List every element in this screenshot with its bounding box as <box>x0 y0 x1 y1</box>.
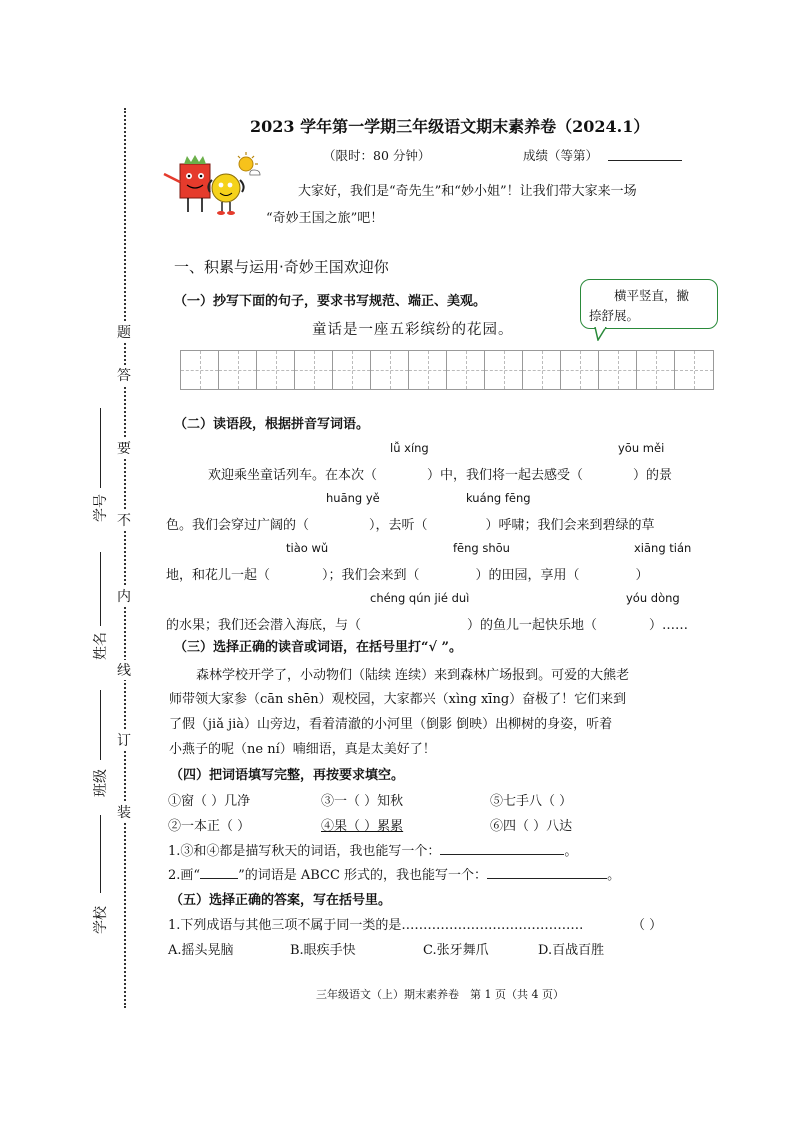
grid-cell[interactable] <box>447 351 485 389</box>
idiom-item: ⑥四（ ）八达 <box>490 819 573 834</box>
text: 2.画“ <box>168 868 201 883</box>
grid-cell[interactable] <box>599 351 637 389</box>
seal-word: 题 <box>116 322 132 342</box>
pinyin: fēng shōu <box>453 541 510 555</box>
leader-dots: …………………………………… <box>401 918 584 933</box>
seal-word: 答 <box>116 365 132 385</box>
q2-line-3 <box>166 564 649 583</box>
binding-dotted-line <box>124 108 126 1008</box>
text: ”的词语是 ABCC 形式的，我也能写一个： <box>238 868 488 883</box>
score-field[interactable] <box>608 146 682 161</box>
grid-cell[interactable] <box>409 351 447 389</box>
text: 的水果；我们还会潜入海底，与（ <box>166 618 362 633</box>
idiom-item-underlined: ④果（ ）累累 <box>321 819 404 834</box>
idiom-item: ①窗（ ）几净 <box>168 794 251 809</box>
text: 欢迎乘坐童话列车。在本次（ <box>208 468 378 483</box>
q5-title: （五）选择正确的答案，写在括号里。 <box>170 893 392 908</box>
grid-cell[interactable] <box>675 351 713 389</box>
text: ）中，我们将一起去感受（ <box>427 468 584 483</box>
underline-sample <box>200 865 238 879</box>
q3-line-3: 了假（jiǎ jià）山旁边，看着清澈的小河里（倒影 倒映）出柳树的身姿，听着 <box>169 717 613 732</box>
school-line[interactable] <box>100 815 101 893</box>
option-d: D.百战百胜 <box>538 943 605 958</box>
writing-grid[interactable] <box>180 350 714 390</box>
grid-cell[interactable] <box>485 351 523 389</box>
q3-line-1: 森林学校开学了，小动物们（陆续 连续）来到森林广场报到。可爱的大熊老 <box>196 668 630 683</box>
intro-line-2: “奇妙王国之旅”吧！ <box>266 211 384 226</box>
text: ）的景 <box>633 468 673 483</box>
q1-title: （一）抄写下面的句子，要求书写规范、端正、美观。 <box>174 294 487 309</box>
name-line[interactable] <box>100 552 101 626</box>
idiom-item: ②一本正（ ） <box>168 819 251 834</box>
text: 1.下列成语与其他三项不属于同一类的是 <box>168 918 402 933</box>
option-b: B.眼疾手快 <box>290 943 356 958</box>
answer-paren[interactable]: （ ） <box>632 918 663 933</box>
tip-line: 捺舒展。 <box>589 308 640 323</box>
exam-title: 2023 学年第一学期三年级语文期末素养卷（2024.1） <box>250 117 650 136</box>
grid-cell[interactable] <box>523 351 561 389</box>
page-footer: 三年级语文（上）期末素养卷 第 1 页（共 4 页） <box>316 988 564 1001</box>
tip-line: 横平竖直，撇 <box>614 288 690 303</box>
pinyin: huāng yě <box>326 491 380 505</box>
grid-cell[interactable] <box>561 351 599 389</box>
text: ）呼啸；我们会来到碧绿的草 <box>485 518 655 533</box>
pinyin: chéng qún jié duì <box>370 591 470 605</box>
name-label: 姓名 <box>93 632 109 660</box>
intro-line-1: 大家好，我们是“奇先生”和“妙小姐”！让我们带大家来一场 <box>298 184 637 199</box>
seal-word: 线 <box>116 660 132 680</box>
text: 地，和花儿一起（ <box>166 568 271 583</box>
seal-word: 装 <box>116 802 132 822</box>
q5-question-1 <box>168 914 583 933</box>
bubble-tail <box>594 327 608 341</box>
time-limit: （限时：80 分钟） <box>323 148 431 163</box>
idiom-item: ③一（ ）知秋 <box>321 794 404 809</box>
school-label: 学校 <box>93 906 109 934</box>
grid-cell[interactable] <box>637 351 675 389</box>
score-label: 成绩（等第） <box>523 148 599 163</box>
q4-sub-1 <box>168 840 577 859</box>
q2-title: （二）读语段，根据拼音写词语。 <box>174 417 370 432</box>
text: 1.③和④都是描写秋天的词语，我也能写一个： <box>168 844 441 859</box>
little-miss-sunshine-icon <box>208 174 243 215</box>
text: 。 <box>564 844 578 859</box>
pinyin: lǚ xíng <box>390 441 429 455</box>
text: ）；我们会来到（ <box>322 568 420 583</box>
seal-word: 不 <box>116 510 132 530</box>
seal-word: 订 <box>116 730 132 750</box>
seal-word: 要 <box>116 438 132 458</box>
grid-cell[interactable] <box>257 351 295 389</box>
q3-line-4: 小燕子的呢（ne ní）喃细语，真是太美好了！ <box>169 742 436 757</box>
pinyin: kuáng fēng <box>466 491 531 505</box>
pinyin: yóu dòng <box>626 591 680 605</box>
text: ）的田园，享用（ <box>475 568 580 583</box>
q3-title: （三）选择正确的读音或词语，在括号里打“√ ”。 <box>174 640 463 655</box>
number-line[interactable] <box>100 408 101 488</box>
option-a: A.摇头晃脑 <box>168 943 234 958</box>
text: ）…… <box>649 618 689 633</box>
sun-icon <box>238 152 260 175</box>
q4-title: （四）把词语填写完整，再按要求填空。 <box>170 768 405 783</box>
q4-sub-2 <box>168 864 620 883</box>
text: ），去听（ <box>369 518 428 533</box>
answer-line[interactable] <box>487 865 607 879</box>
class-label: 班级 <box>93 769 109 797</box>
idiom-item: ⑤七手八（ ） <box>490 794 573 809</box>
text: ） <box>635 568 649 583</box>
grid-cell[interactable] <box>181 351 219 389</box>
q2-line-2 <box>166 514 655 533</box>
mascot-illustration <box>158 150 270 224</box>
seal-word: 内 <box>116 586 132 606</box>
answer-line[interactable] <box>440 841 564 855</box>
text: ）的鱼儿一起快乐地（ <box>467 618 598 633</box>
grid-cell[interactable] <box>333 351 371 389</box>
q2-line-1 <box>208 464 672 483</box>
pinyin: xiāng tián <box>634 541 692 555</box>
pinyin: yōu měi <box>618 441 665 455</box>
option-c: C.张牙舞爪 <box>423 943 489 958</box>
text: 色。我们会穿过广阔的（ <box>166 518 310 533</box>
grid-cell[interactable] <box>371 351 409 389</box>
tip-bubble <box>580 279 718 329</box>
copy-sentence: 童话是一座五彩缤纷的花园。 <box>312 322 514 338</box>
pinyin: tiào wǔ <box>286 541 329 555</box>
q2-line-4 <box>166 614 688 633</box>
number-label: 学号 <box>93 494 109 522</box>
grid-cell[interactable] <box>219 351 257 389</box>
mr-tickle-icon <box>164 155 210 212</box>
class-line[interactable] <box>100 690 101 760</box>
text: 。 <box>607 868 621 883</box>
grid-cell[interactable] <box>295 351 333 389</box>
part-1-heading: 一、积累与运用·奇妙王国欢迎你 <box>174 258 389 276</box>
q3-line-2: 师带领大家参（cān shēn）观校园，大家都兴（xìng xīng）奋极了！它们来到 <box>169 692 627 707</box>
